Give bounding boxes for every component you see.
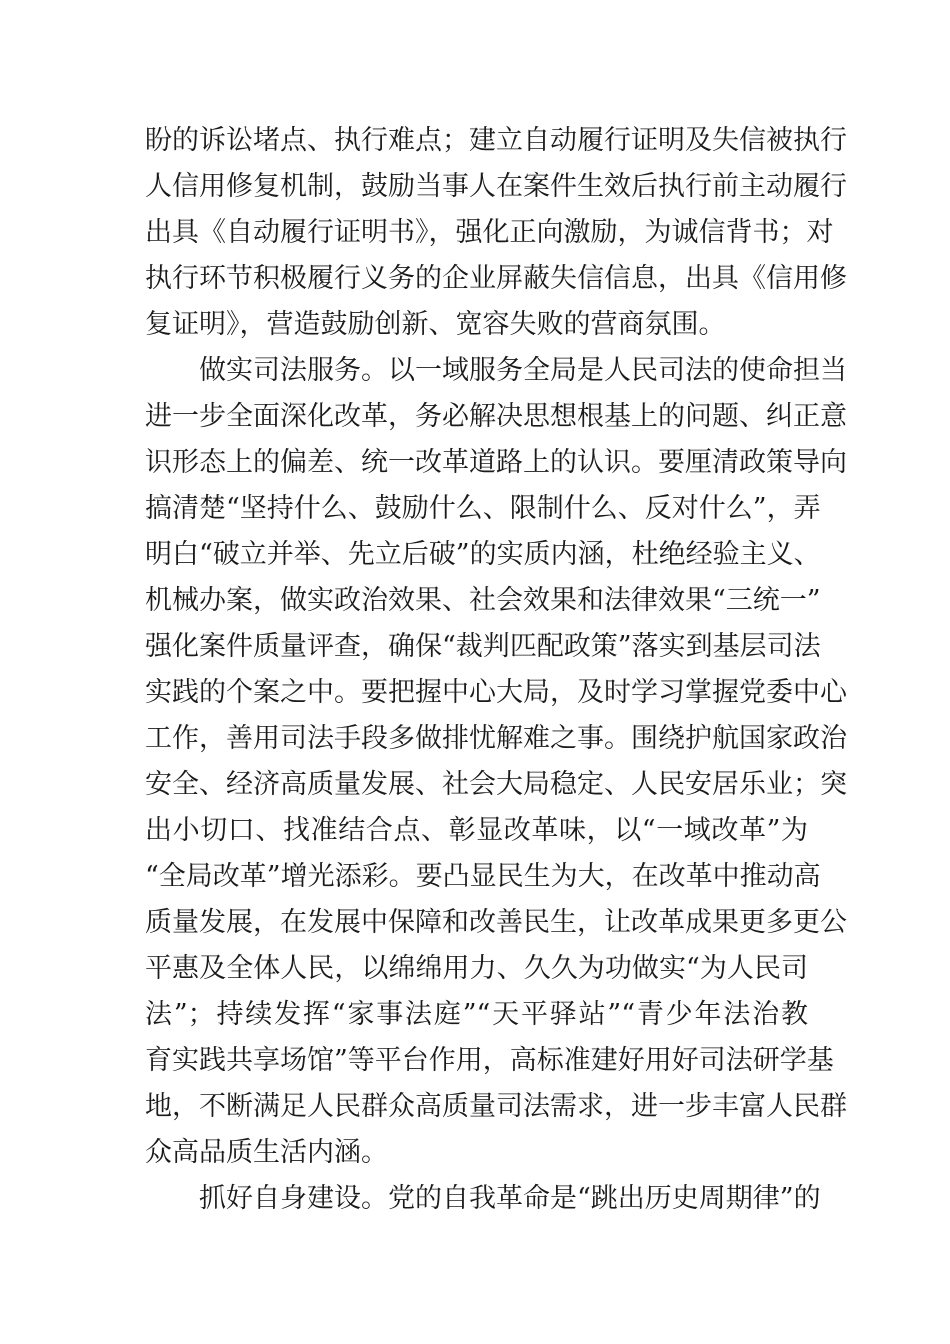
text-line: 识形态上的偏差、统一改革道路上的认识。要厘清政策导向 <box>145 447 847 478</box>
paragraph-heading-line: 抓好自身建设。党的自我革命是“跳出历史周期律”的 <box>199 1183 821 1214</box>
text-line: 盼的诉讼堵点、执行难点；建立自动履行证明及失信被执行 <box>145 125 847 156</box>
text-line: 复证明》，营造鼓励创新、宽容失败的营商氛围。 <box>145 309 726 340</box>
text-line: “全局改革”增光添彩。要凸显民生为大，在改革中推动高 <box>145 861 821 892</box>
text-line: 实践的个案之中。要把握中心大局，及时学习掌握党委中心 <box>145 677 847 708</box>
text-line: 搞清楚“坚持什么、鼓励什么、限制什么、反对什么”，弄 <box>145 493 821 524</box>
text-line: 平惠及全体人民，以绵绵用力、久久为功做实“为人民司 <box>145 953 808 984</box>
text-line: 执行环节积极履行义务的企业屏蔽失信信息，出具《信用修 <box>145 263 847 294</box>
text-line: 机械办案，做实政治效果、社会效果和法律效果“三统一” <box>145 585 821 616</box>
paragraph-heading-line: 做实司法服务。以一域服务全局是人民司法的使命担当 <box>199 355 847 386</box>
text-line: 出小切口、找准结合点、彰显改革味，以“一域改革”为 <box>145 815 808 846</box>
text-line: 地，不断满足人民群众高质量司法需求，进一步丰富人民群 <box>145 1091 847 1122</box>
text-line: 安全、经济高质量发展、社会大局稳定、人民安居乐业；突 <box>145 769 847 800</box>
text-line: 明白“破立并举、先立后破”的实质内涵，杜绝经验主义、 <box>145 539 821 570</box>
text-line: 人信用修复机制，鼓励当事人在案件生效后执行前主动履行 <box>145 171 847 202</box>
body-text <box>145 118 847 1222</box>
text-line: 出具《自动履行证明书》，强化正向激励，为诚信背书；对 <box>145 217 834 248</box>
text-line: 进一步全面深化改革，务必解决思想根基上的问题、纠正意 <box>145 401 847 432</box>
text-line: 质量发展，在发展中保障和改善民生，让改革成果更多更公 <box>145 907 847 938</box>
text-line: 众高品质生活内涵。 <box>145 1137 388 1168</box>
text-line: 强化案件质量评查，确保“裁判匹配政策”落实到基层司法 <box>145 631 821 662</box>
text-line: 法”；持续发挥“家事法庭”“天平驿站”“青少年法治教 <box>145 999 808 1030</box>
text-line: 工作，善用司法手段多做排忧解难之事。围绕护航国家政治 <box>145 723 847 754</box>
text-line: 育实践共享场馆”等平台作用，高标准建好用好司法研学基 <box>145 1045 834 1076</box>
